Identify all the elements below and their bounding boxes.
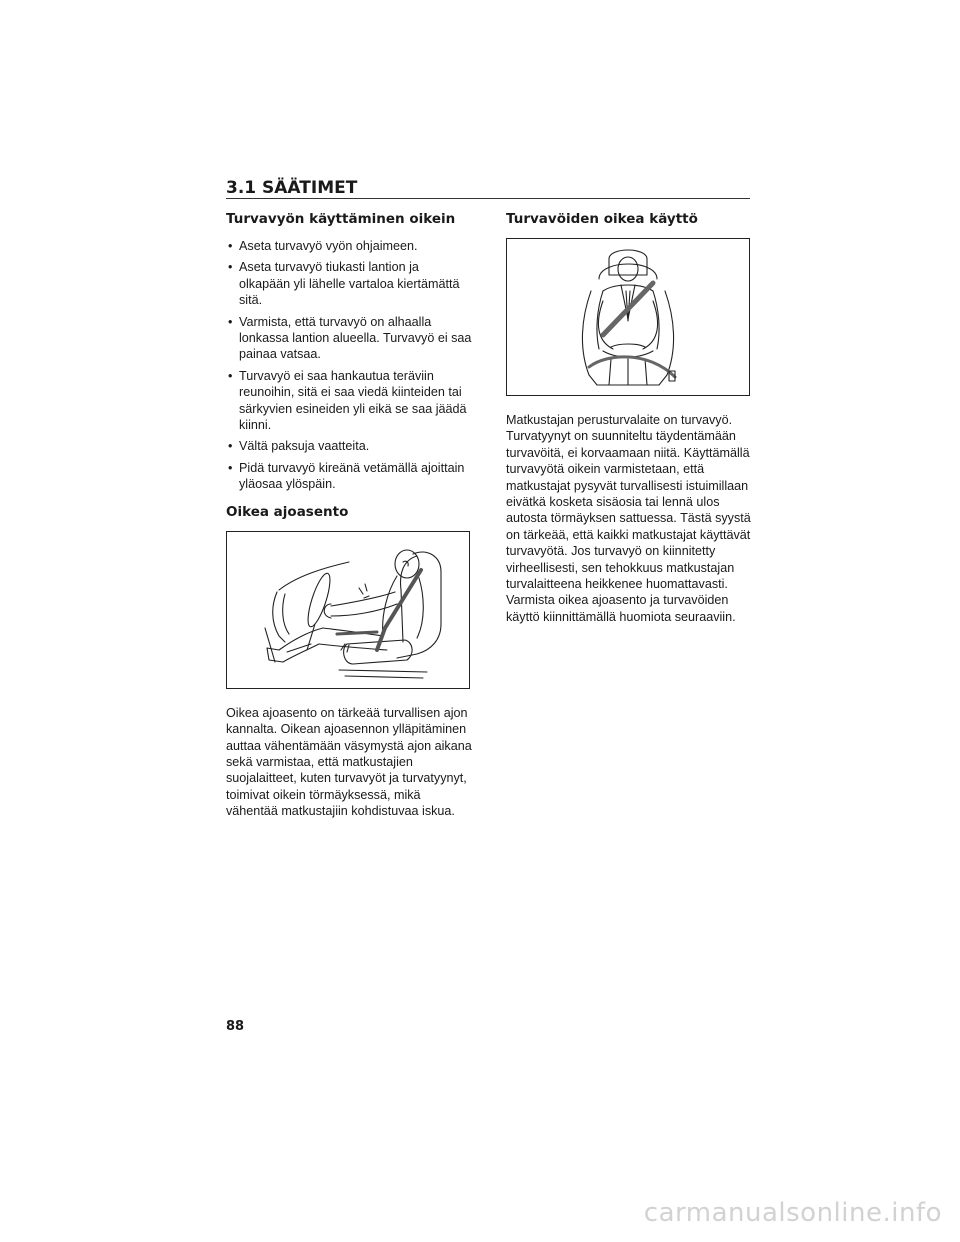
watermark: carmanualsonline.info <box>643 1198 942 1228</box>
section-title: 3.1 SÄÄTIMET <box>226 178 358 198</box>
list-item: • Vältä paksuja vaatteita. <box>226 438 472 454</box>
list-item: • Turvavyö ei saa hankautua teräviin reunoihin, sitä ei saa viedä kiinteiden tai särkyvien esineiden yli eikä se saa jäädä kiinni. <box>226 368 472 434</box>
heading-correct-seatbelt-use: Turvavöiden oikea käyttö <box>506 211 698 227</box>
driving-position-illustration <box>226 531 470 689</box>
seatbelt-bullet-list <box>226 238 472 493</box>
heading-driving-position: Oikea ajoasento <box>226 503 349 520</box>
right-column <box>506 210 752 625</box>
seatbelt-use-illustration <box>506 238 750 396</box>
heading-seatbelt-usage: Turvavyön käyttäminen oikein <box>226 211 456 227</box>
page-number: 88 <box>226 1019 245 1034</box>
seatbelt-use-paragraph: Matkustajan perusturvalaite on turvavyö. Turvatyynyt on suunniteltu täydentämään turvavöitä, ei korvaamaan niitä. Käyttämällä turvavyötä oikein varmistetaan, että matkustajat pysyvät turvallisesti istuimillaan eivätkä kosketa sisäosia tai lennä ulos autosta törmäyksen sattuessa. Tästä syystä on tärkeää, että kaikki matkustajat käyttävät turvavyötä. Jos turvavyö on kiinnitetty virheellisesti, sen tehokkuus matkustajan turvalaitteena heikkenee huomattavasti. Varmista oikea ajoasento ja turvavöiden käyttö kiinnittämällä huomiota seuraaviin. <box>506 413 751 624</box>
left-column <box>226 210 472 820</box>
list-item: • Varmista, että turvavyö on alhaalla lonkassa lantion alueella. Turvavyö ei saa painaa vatsaa. <box>226 314 472 363</box>
list-item: • Aseta turvavyö vyön ohjaimeen. <box>226 238 472 254</box>
list-item: • Pidä turvavyö kireänä vetämällä ajoittain yläosaa ylöspäin. <box>226 460 472 493</box>
section-divider <box>226 198 750 199</box>
driver-seated-icon <box>227 532 469 688</box>
driving-position-paragraph: Oikea ajoasento on tärkeää turvallisen ajon kannalta. Oikean ajoasennon ylläpitäminen auttaa vähentämään väsymystä ajon aikana sekä varmistaa, että matkustajien suojalaitteet, kuten turvavyöt ja turvatyynyt, toimivat oikein törmäyksessä, mikä vähentää matkustajiin kohdistuvaa iskua. <box>226 705 472 819</box>
list-item: • Aseta turvavyö tiukasti lantion ja olkapään yli lähelle vartaloa kiertämättä sitä. <box>226 259 472 308</box>
passenger-belted-icon <box>507 239 749 395</box>
